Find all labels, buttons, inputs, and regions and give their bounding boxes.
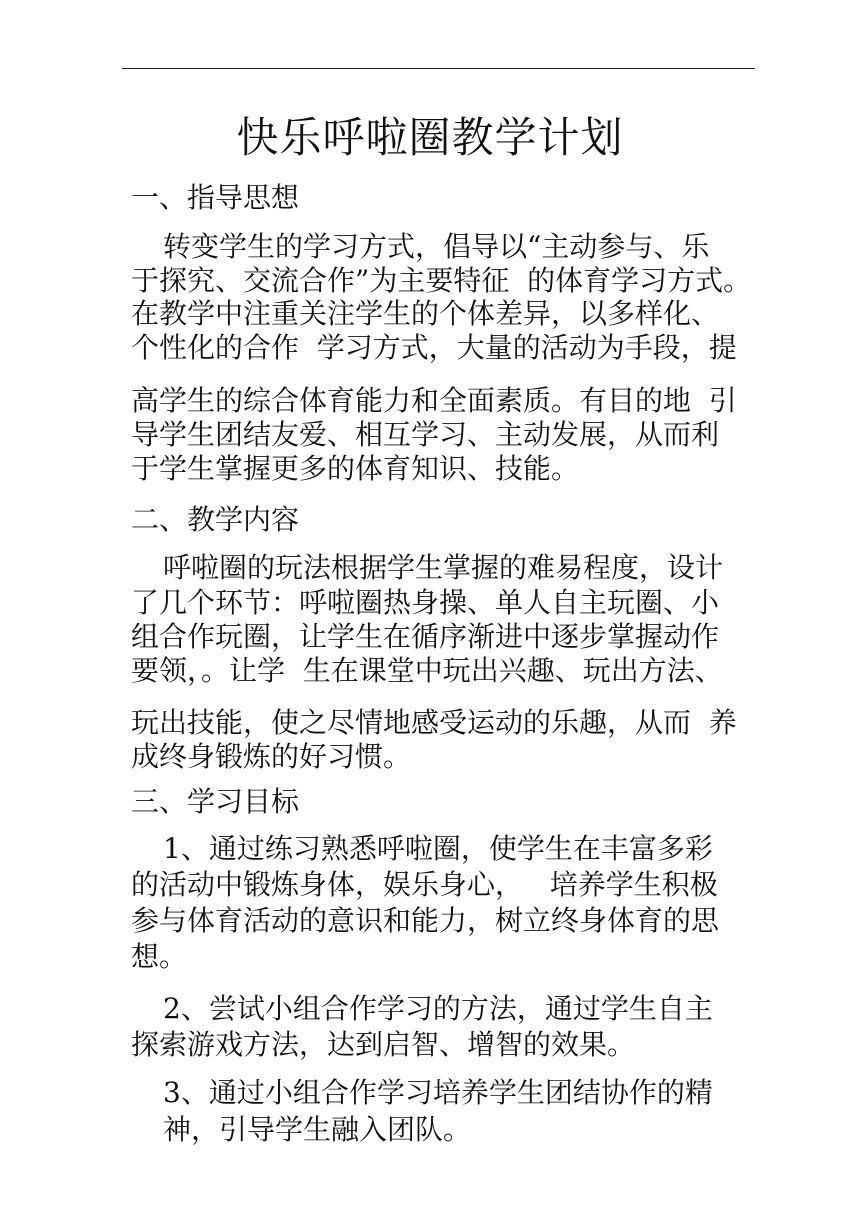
goal-item-line: 2、尝试小组合作学习的方法，通过学生自主 — [163, 992, 713, 1025]
goal-item-line: 1、通过练习熟悉呼啦圈，使学生在丰富多彩 — [163, 832, 713, 865]
paragraph-line: 在教学中注重关注学生的个体差异，以多样化、 — [131, 297, 720, 330]
goal-item-line: 探索游戏方法，达到启智、增智的效果。 — [131, 1028, 636, 1061]
paragraph-line: 玩出技能，使之尽情地感受运动的乐趣，从而 养 — [131, 706, 737, 739]
goal-item-line: 的活动中锻炼身体，娱乐身心， 培养学生积极 — [131, 868, 718, 901]
goal-item-line: 参与体育活动的意识和能力，树立终身体育的思 — [131, 904, 720, 937]
document-title: 快乐呼啦圈教学计划 — [236, 113, 624, 162]
section-heading-guiding-thought: 一、指导思想 — [131, 181, 300, 214]
goal-item-line: 想。 — [131, 940, 188, 973]
paragraph-line: 了几个环节：呼啦圈热身操、单人自主玩圈、小 — [131, 586, 720, 619]
paragraph-line: 于探究、交流合作”为主要特征 的体育学习方式。 — [131, 264, 752, 297]
paragraph-line: 呼啦圈的玩法根据学生掌握的难易程度，设计 — [163, 551, 724, 584]
header-rule — [122, 68, 755, 69]
paragraph-line: 成终身锻炼的好习惯。 — [131, 740, 412, 773]
goal-item-line: 3、通过小组合作学习培养学生团结协作的精 — [163, 1076, 713, 1109]
paragraph-line: 于学生掌握更多的体育知识、技能。 — [131, 452, 580, 485]
paragraph-line: 转变学生的学习方式，倡导以“主动参与、乐 — [163, 230, 710, 263]
section-heading-learning-goals: 三、学习目标 — [131, 785, 300, 818]
paragraph-line: 要领，。让学 生在课堂中玩出兴趣、玩出方法、 — [131, 654, 723, 687]
paragraph-line: 导学生团结友爱、相互学习、主动发展，从而利 — [131, 418, 720, 451]
goal-item-line: 神，引导学生融入团队。 — [163, 1113, 472, 1146]
paragraph-line: 个性化的合作 学习方式，大量的活动为手段，提 — [131, 331, 737, 364]
paragraph-line: 组合作玩圈，让学生在循序渐进中逐步掌握动作 — [131, 620, 720, 653]
paragraph-line: 高学生的综合体育能力和全面素质。有目的地 引 — [131, 384, 737, 417]
section-heading-teaching-content: 二、教学内容 — [131, 503, 300, 536]
